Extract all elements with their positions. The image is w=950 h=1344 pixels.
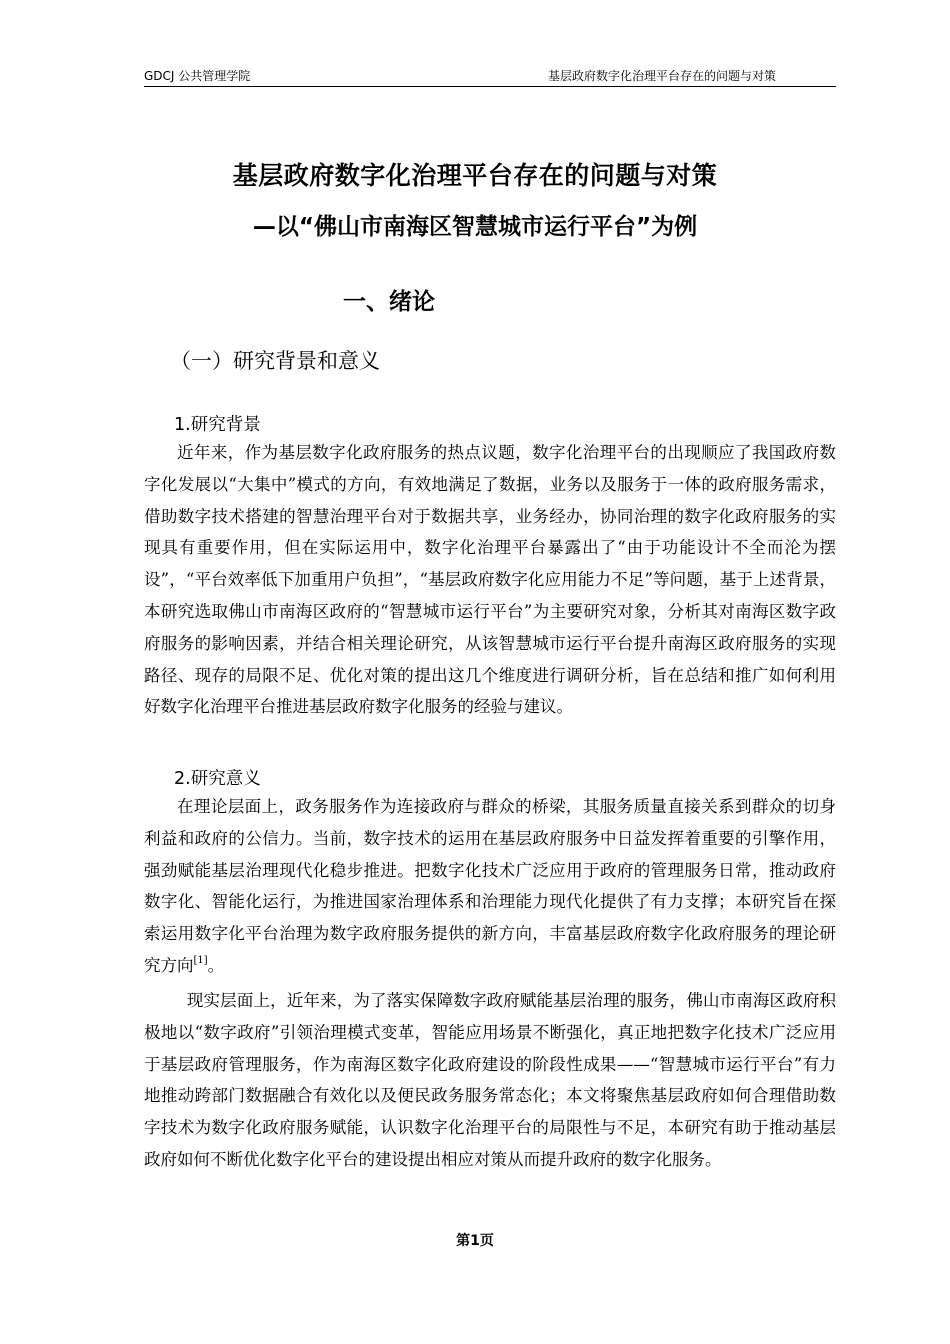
page-number: 第1页 — [456, 1233, 494, 1249]
theory-end: 。 — [207, 955, 225, 975]
paper-title: 基层政府数字化治理平台存在的问题与对策 — [232, 161, 718, 190]
practice-paragraph: 现实层面上，近年来，为了落实保障数字政府赋能基层治理的服务，佛山市南海区政府积极地以“数字政府”引领治理模式变革，智能应用场景不断强化，真正地把数字化技术广泛应用于基层政府管理服务，作为南海区数字化政府建设的阶段性成果——“智慧城市运行平台”有力地推动跨部门数据融合有效化以及便民政务服务常态化；本文将聚焦基层政府如何合理借助数字技术为数字化政府服务赋能，认识数字化治理平台的局限性与不足，本研究有助于推动基层政府如何不断优化数字化平台的建设提出相应对策从而提升政府的数字化服务。 — [144, 991, 836, 1169]
section-heading: （一）研究背景和意义 — [170, 349, 380, 373]
significance-heading: 2.研究意义 — [174, 769, 261, 789]
chapter-heading: 一、绪论 — [343, 289, 435, 315]
paper-subtitle: —以“佛山市南海区智慧城市运行平台”为例 — [252, 214, 698, 240]
citation-marker: [1] — [193, 955, 208, 967]
header-left-text: GDCJ 公共管理学院 — [144, 69, 251, 83]
header-right-text: 基层政府数字化治理平台存在的问题与对策 — [547, 69, 776, 83]
background-paragraph: 近年来，作为基层数字化政府服务的热点议题，数字化治理平台的出现顺应了我国政府数字化发展以“大集中”模式的方向，有效地满足了数据，业务以及服务于一体的政府服务需求，借助数字技术搭建的智慧治理平台对于数据共享，业务经办，协同治理的数字化政府服务的实现具有重要作用，但在实际运用中，数字化治理平台暴露出了“由于功能设计不全而沦为摆设”，“平台效率低下加重用户负担”，“基层政府数字化应用能力不足”等问题，基于上述背景，本研究选取佛山市南海区政府的“智慧城市运行平台”为主要研究对象，分析其对南海区数字政府服务的影响因素，并结合相关理论研究，从该智慧城市运行平台提升南海区政府服务的实现路径、现存的局限不足、优化对策的提出这几个维度进行调研分析，旨在总结和推广如何利用好数字化治理平台推进基层政府数字化服务的经验与建议。 — [144, 443, 836, 717]
background-heading: 1.研究背景 — [174, 415, 261, 435]
theory-paragraph — [144, 791, 836, 982]
theory-text: 在理论层面上，政务服务作为连接政府与群众的桥梁，其服务质量直接关系到群众的切身利益和政府的公信力。当前，数字技术的运用在基层政府服务中日益发挥着重要的引擎作用，强劲赋能基层治理现代化稳步推进。把数字化技术广泛应用于政府的管理服务日常，推动政府数字化、智能化运行，为推进国家治理体系和治理能力现代化提供了有力支撑；本研究旨在探索运用数字化平台治理为数字政府服务提供的新方向，丰富基层政府数字化政府服务的理论研究方向 — [144, 797, 836, 975]
page-header — [144, 64, 836, 87]
